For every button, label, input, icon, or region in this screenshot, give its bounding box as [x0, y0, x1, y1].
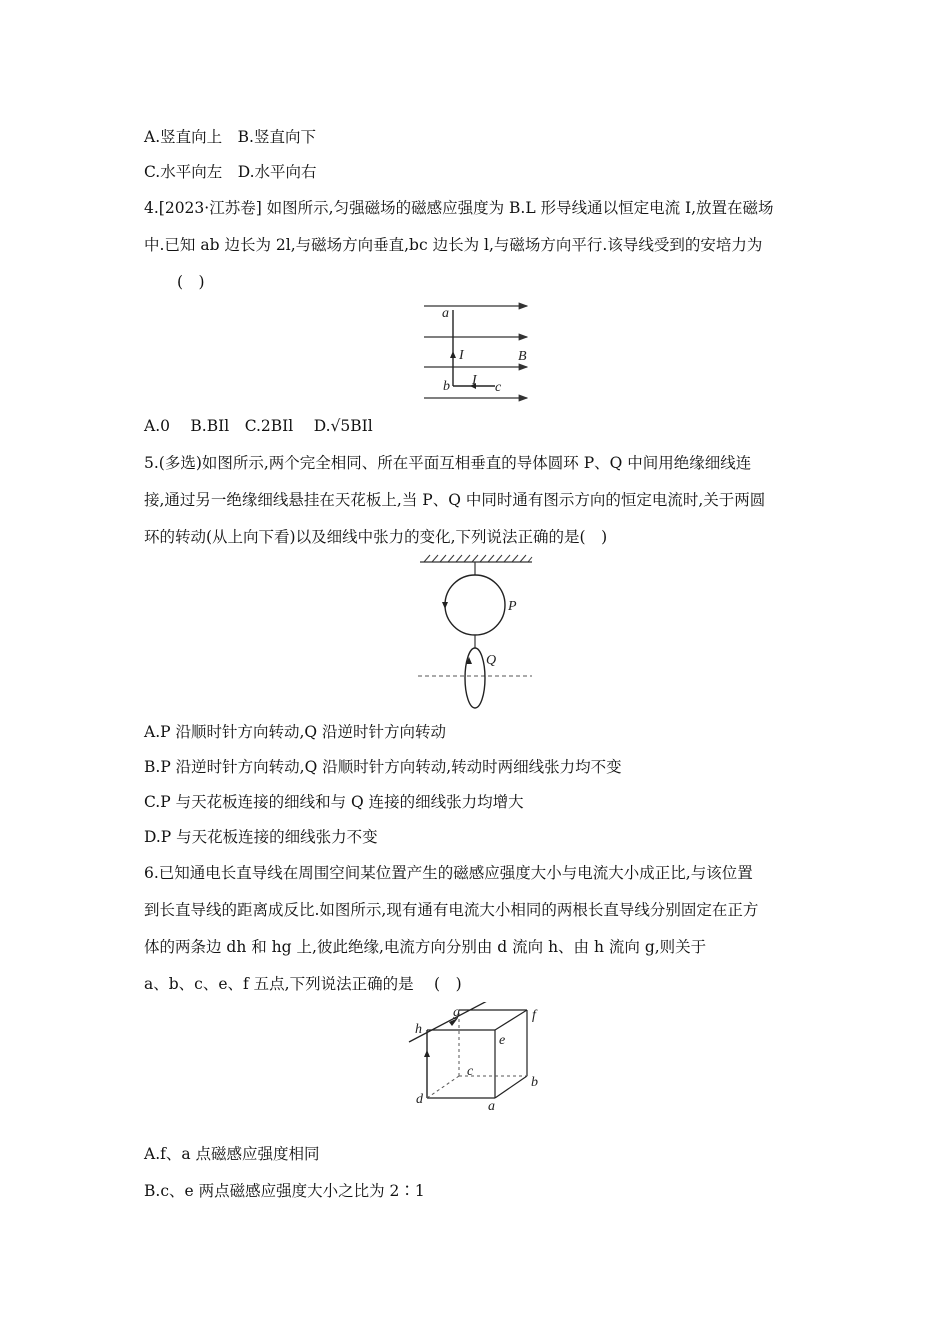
label-a: a	[488, 1099, 495, 1114]
q5-option-a: A.P 沿顺时针方向转动,Q 沿逆时针方向转动	[144, 723, 447, 741]
q4-figure	[410, 296, 545, 406]
q5-stem-line3: 环的转动(从上向下看)以及细线中张力的变化,下列说法正确的是( )	[144, 528, 608, 546]
ring-P-current-arrow	[442, 602, 448, 609]
q4-options: A.0 B.BIl C.2BIl D.√5BIl	[144, 417, 373, 435]
q6-stem-line2: 到长直导线的距离成反比.如图所示,现有通有电流大小相同的两根长直导线分别固定在正方	[144, 901, 759, 919]
label-g: g	[453, 1005, 460, 1020]
q5-option-d: D.P 与天花板连接的细线张力不变	[144, 828, 378, 846]
q6-stem-line1: 6.已知通电长直导线在周围空间某位置产生的磁感应强度大小与电流大小成正比,与该位置	[144, 864, 753, 882]
q5-stem-line1: 5.(多选)如图所示,两个完全相同、所在平面互相垂直的导体圆环 P、Q 中间用绝缘细线连	[144, 454, 752, 472]
q4-answer-paren: ( )	[177, 273, 205, 291]
label-d: d	[416, 1092, 423, 1107]
ring-Q	[465, 648, 485, 708]
q6-figure	[405, 1002, 555, 1120]
label-b: b	[443, 379, 450, 394]
q6-option-a: A.f、a 点磁感应强度相同	[144, 1145, 320, 1163]
label-P: P	[508, 599, 517, 614]
label-c: c	[495, 380, 502, 395]
label-e: e	[499, 1033, 506, 1048]
q3-options-row2: C.水平向左 D.水平向右	[144, 163, 317, 181]
q3-options-row1: A.竖直向上 B.竖直向下	[144, 128, 316, 146]
label-Q: Q	[486, 653, 497, 668]
label-c: c	[467, 1064, 474, 1079]
label-b: b	[531, 1075, 538, 1090]
current-arrow-dh	[424, 1050, 430, 1057]
q5-option-c: C.P 与天花板连接的细线和与 Q 连接的细线张力均增大	[144, 793, 524, 811]
q5-figure	[410, 552, 545, 712]
label-B: B	[518, 349, 527, 364]
q4-stem-line1: 4.[2023·江苏卷] 如图所示,匀强磁场的磁感应强度为 B.L 形导线通以恒定电流 I,放置在磁场	[144, 199, 774, 217]
q6-option-b: B.c、e 两点磁感应强度大小之比为 2∶1	[144, 1182, 425, 1200]
q6-stem-line4: a、b、c、e、f 五点,下列说法正确的是 ( )	[144, 975, 462, 993]
q6-stem-line3: 体的两条边 dh 和 hg 上,彼此绝缘,电流方向分别由 d 流向 h、由 h 流向 g,则关于	[144, 938, 707, 956]
q5-option-b: B.P 沿逆时针方向转动,Q 沿顺时针方向转动,转动时两细线张力均不变	[144, 758, 622, 776]
label-f: f	[532, 1008, 536, 1023]
current-arrow-up	[450, 351, 456, 358]
ceiling-hatch	[424, 555, 532, 562]
label-a: a	[442, 306, 449, 321]
label-I-vertical: I	[459, 348, 464, 363]
label-I-horizontal: I	[472, 373, 477, 388]
q4-stem-line2: 中.已知 ab 边长为 2l,与磁场方向垂直,bc 边长为 l,与磁场方向平行.该导线受到的安培力为	[144, 236, 763, 254]
label-h: h	[415, 1022, 422, 1037]
q5-stem-line2: 接,通过另一绝缘细线悬挂在天花板上,当 P、Q 中同时通有图示方向的恒定电流时,关于两圆	[144, 491, 766, 509]
ring-P	[445, 575, 505, 635]
